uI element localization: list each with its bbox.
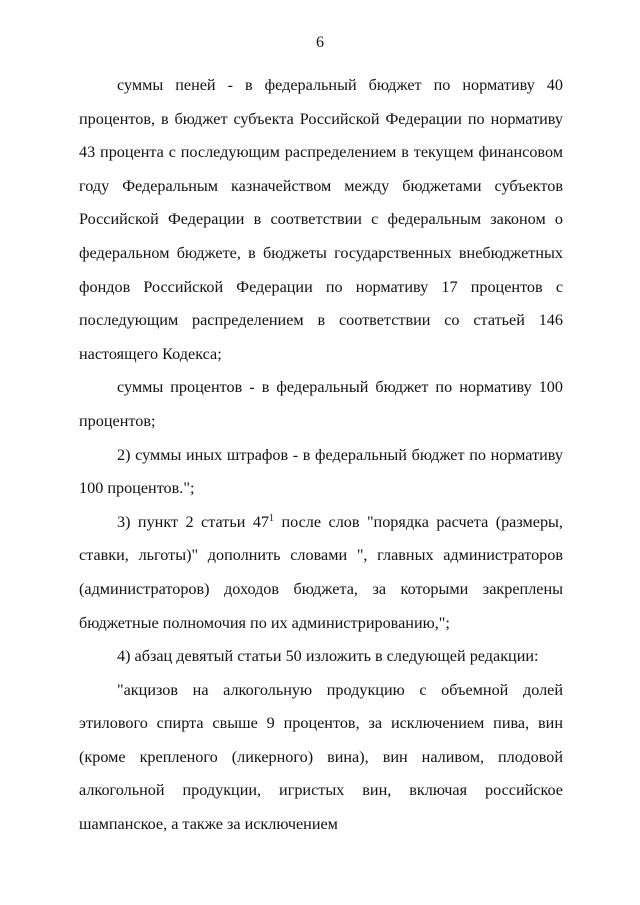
paragraph-interest: суммы процентов - в федеральный бюджет по нормативу 100 процентов; bbox=[79, 378, 563, 430]
paragraph-item-2: 2) суммы иных штрафов - в федеральный бюджет по нормативу 100 процентов."; bbox=[79, 445, 563, 498]
item3-superscript: 1 bbox=[269, 512, 275, 524]
paragraph-item-3 bbox=[79, 506, 563, 640]
paragraph-excise: "акцизов на алкогольную продукцию с объемной долей этилового спирта свыше 9 процентов, за исключением пива, вин (кроме крепленого (ликерного) вина), вин наливом, плодовой алкогольной продукции, игристых вин, включая российское шампанское, а также за исключением bbox=[79, 680, 563, 834]
item3-after: после слов "порядка расчета (размеры, ставки, льготы)" дополнить словами ", главных администраторов (администраторов) доходов бюджета, за которыми закреплены бюджетные полномочия по их администрированию,"; bbox=[79, 512, 563, 632]
item3-before: 3) пункт 2 статьи 47 bbox=[117, 512, 270, 531]
paragraph-penalties: суммы пеней - в федеральный бюджет по нормативу 40 процентов, в бюджет субъекта Российской Федерации по нормативу 43 процента с последующим распределением в текущем финансовом году Федеральным казначейством между бюджетами субъектов Российской Федерации в соответствии с федеральным законом о федеральном бюджете, в бюджеты государственных внебюджетных фондов Российской Федерации по нормативу 17 процентов с последующим распределением в соответствии со статьей 146 настоящего Кодекса; bbox=[79, 76, 563, 363]
paragraph-item-4: 4) абзац девятый статьи 50 изложить в следующей редакции: bbox=[117, 647, 539, 666]
page-number: 6 bbox=[316, 34, 324, 51]
document-body bbox=[79, 69, 563, 842]
